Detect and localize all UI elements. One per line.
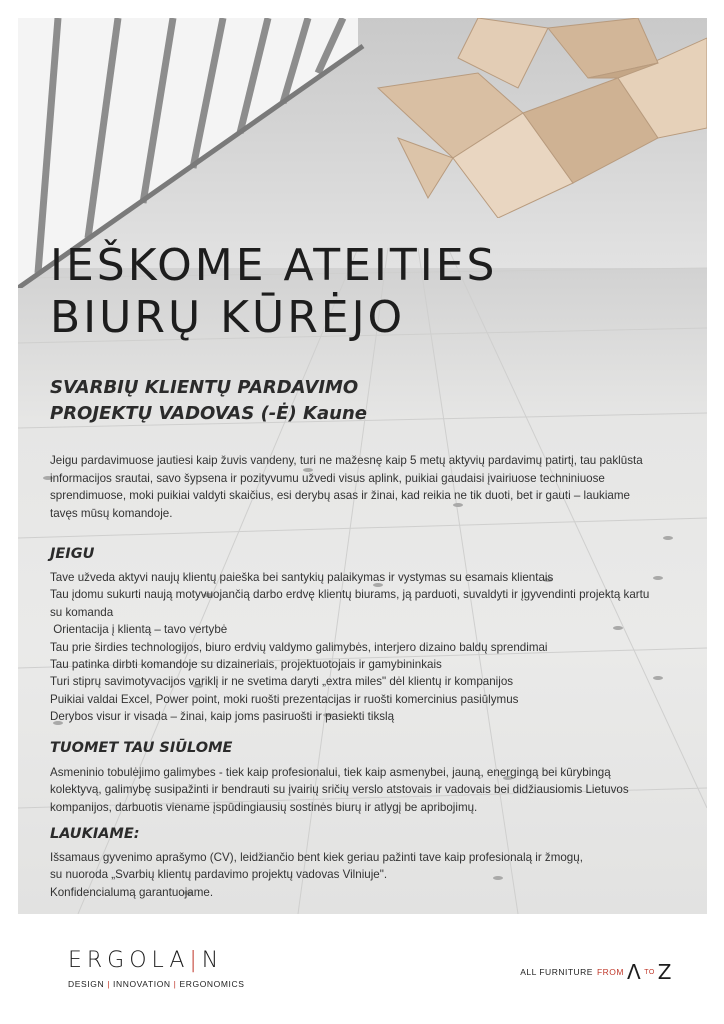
application-text — [50, 849, 650, 901]
list-item: Tau prie širdies technologijos, biuro erdvių valdymo galimybės, interjero dizaino baldų sprendimai — [50, 640, 548, 654]
tagline-innovation: INNOVATION — [113, 979, 171, 989]
slogan-text: ALL FURNITURE — [520, 967, 593, 977]
section-title-tuomet: TUOMET TAU SIŪLOME — [50, 740, 233, 756]
brand-tagline — [68, 979, 245, 989]
tagline-ergonomics: ERGONOMICS — [179, 979, 245, 989]
brand-slogan — [520, 960, 672, 984]
requirements-list — [50, 569, 660, 726]
list-item: Orientacija į klientą – tavo vertybė — [50, 623, 228, 637]
application-line-2: su nuoroda „Svarbių klientų pardavimo projektų vadovas Vilniuje". — [50, 868, 388, 882]
list-item: Tau įdomu sukurti naują motyvuojančią darbo erdvę klientų biurams, ją parduoti, suvaldyti ir įgyvendinti projektą kartu su komanda — [50, 588, 650, 619]
list-item: Derybos visur ir visada – žinai, kaip joms pasiruošti ir pasiekti tikslą — [50, 710, 395, 724]
list-item: Tave užveda aktyvi naujų klientų paieška bei santykių palaikymas ir vystymas su esamais klientais — [50, 571, 554, 584]
brand-name — [68, 948, 245, 973]
slogan-z-letter: Z — [657, 960, 672, 984]
tagline-design: DESIGN — [68, 979, 105, 989]
application-line-3: Konfidencialumą garantuojame. — [50, 885, 214, 899]
slogan-from: FROM — [596, 967, 624, 977]
brand-logo — [68, 948, 245, 989]
application-line-1: Išsamaus gyvenimo aprašymo (CV), leidžiančio bent kiek geriau pažinti tave kaip profesionalą ir žmogų, — [50, 851, 583, 864]
tagline-separator: | — [173, 979, 177, 989]
intro-paragraph: Jeigu pardavimuose jautiesi kaip žuvis vandeny, turi ne mažesnę kaip 5 metų aktyvių pardavimų patirtį, tau paklūsta informacijos srautai, savo šypsena ir pozityvumu užvedi visus aplink, puikiai gaudaisi įvairiuose techniniuose sprendimuose, moki puikiai valdyti skaičius, esi derybų asas ir žinai, kad reikia ne tik duoti, bet ir gauti – laukiame tavęs mūsų komandoje. — [50, 454, 643, 520]
list-item: Puikiai valdai Excel, Power point, moki ruošti prezentacijas ir ruošti komercinius pasiūlymus — [50, 692, 519, 706]
brand-name-left: ERGOLA — [68, 948, 190, 973]
offer-paragraph: Asmeninio tobulėjimo galimybes - tiek kaip profesionalui, tiek kaip asmenybei, jauną, energingą bei kūrybingą kolektyvą, galimybę susipažinti ir bendrauti su įvairių sričių verslo atstovais ir vadovais bei didžiausiomis Lietuvos kompanijos, darbuotis viename įspūdingiausių sostinės biurų ir atlygį be apribojimų. — [50, 766, 629, 814]
headline — [50, 240, 497, 344]
subtitle-line-2: PROJEKTŲ VADOVAS (-Ė) Kaune — [50, 403, 367, 424]
subtitle-line-1: SVARBIŲ KLIENTŲ PARDAVIMO — [50, 377, 359, 398]
tagline-separator: | — [107, 979, 111, 989]
brand-name-bar: | — [189, 948, 202, 973]
list-item: Tau patinka dirbti komandoje su dizaineriais, projektuotojais ir gamybininkais — [50, 658, 442, 672]
headline-line-2: BIURŲ KŪRĖJO — [50, 292, 406, 343]
slogan-a-letter: Λ — [627, 960, 642, 984]
brand-name-right: N — [201, 948, 224, 973]
slogan-to: TO — [644, 968, 655, 976]
job-subtitle — [50, 375, 367, 427]
headline-line-1: IEŠKOME ATEITIES — [50, 240, 498, 291]
section-title-laukiame: LAUKIAME: — [50, 826, 140, 842]
section-title-jeigu: JEIGU — [50, 546, 95, 562]
list-item: Turi stiprų savimotyvacijos variklį ir ne svetima daryti „extra miles" dėl klientų ir kompanijos — [50, 675, 514, 689]
